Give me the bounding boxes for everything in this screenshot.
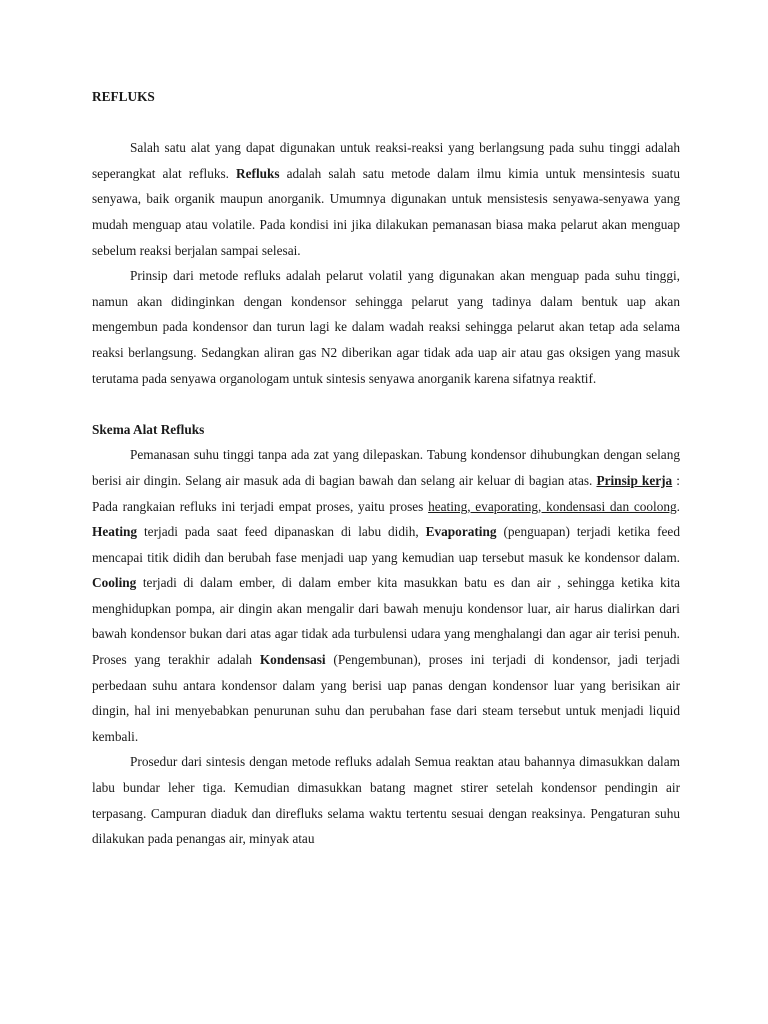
paragraph-principle: Prinsip dari metode refluks adalah pelarut volatil yang digunakan akan menguap pada suhu tinggi, namun akan didinginkan dengan kondensor sehingga pelarut yang tadinya dalam bentuk uap akan mengembun pada kondensor dan turun lagi ke dalam wadah reaksi sehingga pelarut akan tetap ada selama reaksi berlangsung. Sedangkan aliran gas N2 diberikan agar tidak ada uap air atau gas oksigen yang masuk terutama pada senyawa organologam untuk sintesis senyawa anorganik karena sifatnya reaktif. — [92, 268, 680, 386]
paragraph-scheme — [92, 442, 680, 749]
paragraph-procedure: Prosedur dari sintesis dengan metode refluks adalah Semua reaktan atau bahannya dimasukkan dalam labu bundar leher tiga. Kemudian dimasukkan batang magnet stirer setelah kondensor pendingin air terpasang. Campuran diaduk dan direfluks selama waktu tertentu sesuai dengan reaksinya. Pengaturan suhu dilakukan pada penangas air, minyak atau — [92, 754, 680, 847]
paragraph-text: : Pada rangkaian refluks ini terjadi empat proses, yaitu proses — [92, 472, 681, 514]
bold-term-heating: Heating — [92, 524, 138, 540]
bold-term-prinsip-kerja: Prinsip kerja — [596, 472, 673, 488]
paragraph-intro — [92, 135, 680, 263]
paragraph-text: Pemanasan suhu tinggi tanpa ada zat yang dilepaskan. Tabung kondensor dihubungkan dengan selang berisi air dingin. Selang air masuk ada di bagian bawah dan selang air keluar di bagian atas. — [92, 447, 680, 488]
spacer — [92, 391, 680, 417]
bold-term-refluks: Refluks — [236, 165, 280, 181]
underlined-process-list: heating, evaporating, kondensasi dan coolong — [428, 498, 677, 514]
document-title: REFLUKS — [92, 89, 155, 104]
paragraph-text: adalah salah satu metode dalam ilmu kimia untuk mensintesis suatu senyawa, baik organik maupun anorganik. Umumnya digunakan untuk mensistesis senyawa-senyawa yang mudah menguap atau volatile. Pada kondisi ini jika dilakukan pemanasan biasa maka pelarut akan menguap sebelum reaksi berjalan sampai selesai. — [92, 165, 680, 258]
paragraph-text: . — [676, 498, 680, 514]
bold-term-cooling: Cooling — [92, 575, 137, 591]
paragraph-text: Salah satu alat yang dapat digunakan untuk reaksi-reaksi yang berlangsung pada suhu tinggi adalah seperangkat alat refluks. — [92, 140, 680, 181]
paragraph-text: terjadi pada saat feed dipanaskan di labu didih, — [137, 524, 426, 540]
paragraph-text: (penguapan) terjadi ketika feed mencapai titik didih dan berubah fase menjadi uap yang kemudian uap tersebut masuk ke kondensor dalam. — [92, 524, 680, 565]
paragraph-text: terjadi di dalam ember, di dalam ember kita masukkan batu es dan air , sehingga ketika kita menghidupkan pompa, air dingin akan mengalir dari bawah menuju kondensor luar, air harus dialirkan dari bawah kondensor bukan dari atas agar tidak ada turbulensi udara yang menghalangi dan agar air terisi penuh. Proses yang terakhir adalah — [92, 575, 680, 668]
bold-term-kondensasi: Kondensasi — [259, 652, 326, 668]
document-page — [92, 84, 680, 852]
section-heading: Skema Alat Refluks — [92, 421, 205, 437]
paragraph-text: (Pengembunan), proses ini terjadi di kondensor, jadi terjadi perbedaan suhu antara kondensor dalam yang berisi uap panas dengan kondensor luar yang berisikan air dingin, hal ini menyebabkan penurunan suhu dan perubahan fase dari steam tersebut untuk menjadi liquid kembali. — [92, 652, 680, 744]
bold-term-evaporating: Evaporating — [425, 524, 497, 540]
